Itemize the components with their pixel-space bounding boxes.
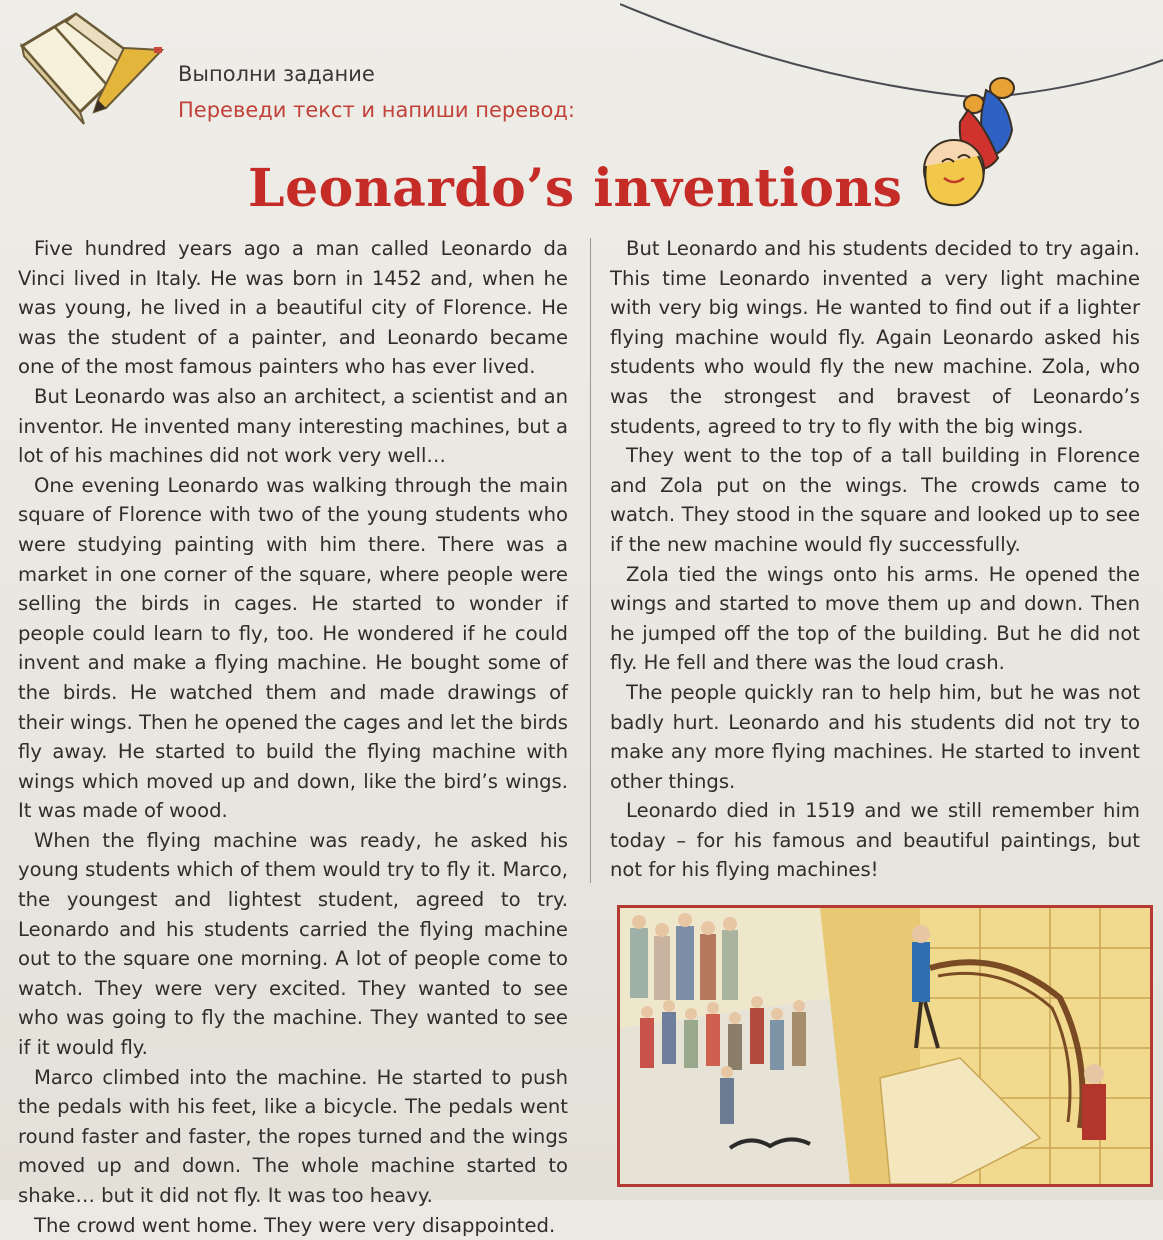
paragraph: They went to the top of a tall building in Florence and Zola put on the wings. The crowds came to watch. They stood in the square and looked up to see if the new machine would fly successfully. (610, 444, 1140, 556)
paragraph: The crowd went home. They were very disappointed. (34, 1213, 556, 1237)
left-column (18, 234, 568, 1240)
paragraph: Marco climbed into the machine. He started to push the pedals with his feet, like a bicycle. The pedals went round faster and faster, the ropes turned and the wings moved up and down. The whole machine started to shake… but it did not fly. It was too heavy. (18, 1065, 568, 1207)
paragraph: But Leonardo and his students decided to try again. This time Leonardo invented a very light machine with very big wings. He wanted to find out if a lighter flying machine would fly. Again Leonardo asked his students who would fly the new machine. Zola, who was the strongest and bravest of Leonardo’s students, agreed to try to fly with the big wings. (610, 237, 1140, 438)
paragraph: One evening Leonardo was walking through the main square of Florence with two of the young students who were studying painting with him there. There was a market in one corner of the square, where people were selling the birds in cages. He started to wonder if people could learn to fly, too. He wondered if he could invent and make a flying machine. He bought some of the birds. He watched them and made drawings of their wings. Then he opened the cages and let the birds fly away. He started to build the flying machine with wings which moved up and down, like the bird’s wings. It was made of wood. (18, 473, 568, 823)
paragraph: Five hundred years ago a man called Leonardo da Vinci lived in Italy. He was born in 1452 and, when he was young, he lived in a beautiful city of Florence. He was the student of a painter, and Leonardo became one of the most famous painters who has ever lived. (18, 237, 568, 379)
story-illustration (617, 905, 1153, 1187)
task-instruction: Переведи текст и напиши перевод: (178, 98, 575, 122)
article-title: Leonardo’s inventions (248, 158, 903, 219)
paragraph: But Leonardo was also an architect, a scientist and an inventor. He invented many interesting machines, but a lot of his machines did not work very well… (18, 384, 568, 468)
hanging-kid-illustration (908, 70, 1028, 220)
task-heading: Выполни задание (178, 62, 375, 86)
right-column (610, 234, 1140, 885)
paragraph: Leonardo died in 1519 and we still remember him today – for his famous and beautiful paintings, but not for his flying machines! (610, 799, 1140, 882)
paragraph: The people quickly ran to help him, but he was not badly hurt. Leonardo and his students did not try to make any more flying machines. He started to invent other things. (610, 680, 1140, 793)
paragraph: Zola tied the wings onto his arms. He opened the wings and started to move them up and down. Then he jumped off the top of the building. But he did not fly. He fell and there was the loud crash. (610, 562, 1140, 675)
string-line (620, 0, 1163, 110)
notebook-pencil-icon (14, 8, 174, 138)
column-divider (590, 238, 591, 883)
paragraph: When the flying machine was ready, he asked his young students which of them would try to fly it. Marco, the youngest and lightest student, agreed to try. Leonardo and his students carried the flying machine out to the square one morning. A lot of people come to watch. They were very excited. They wanted to see who was going to fly the machine. They wanted to see if it would fly. (18, 828, 568, 1060)
